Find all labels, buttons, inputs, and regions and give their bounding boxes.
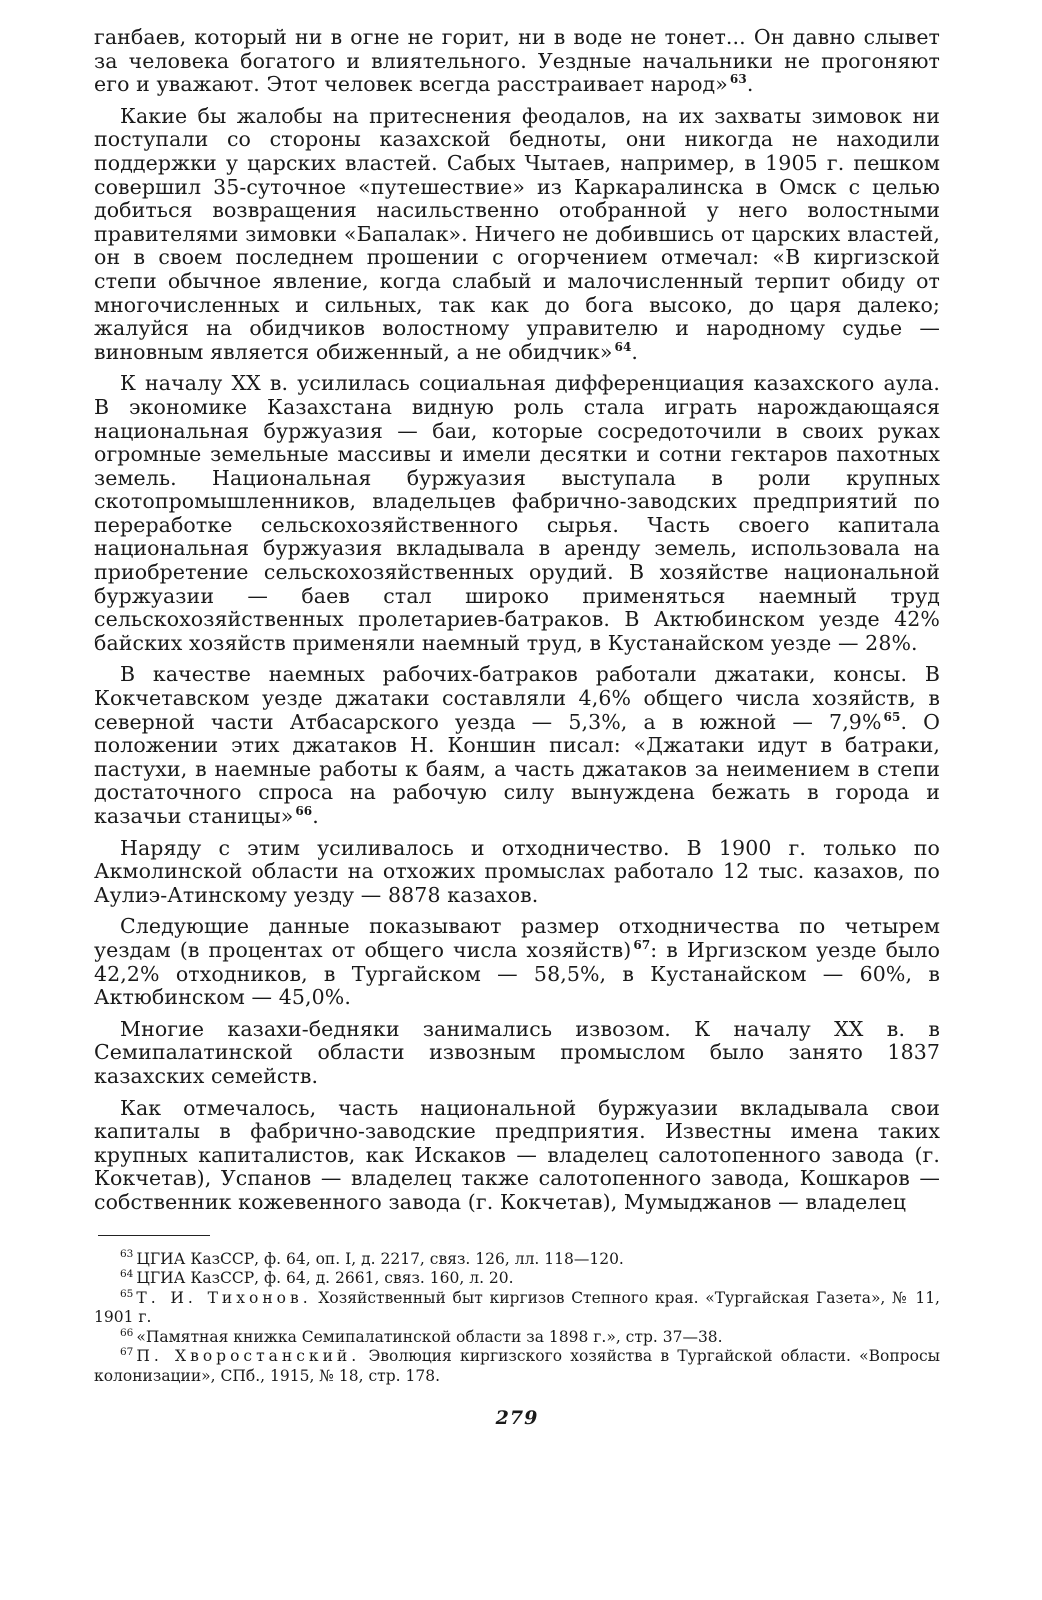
footnote-66 [94,1328,940,1348]
footnote-number: 64 [120,1267,134,1280]
footnote-ref-64[interactable]: 64 [614,339,632,354]
footnote-67 [94,1347,940,1386]
footnote-text: Хозяйственный быт киргизов Степного края. «Тургайская Газета», № 11, 1901 г. [94,1288,940,1327]
footnote-64 [94,1269,940,1289]
paragraph-6-text: Следующие данные показывают размер отходничества по четырем уездам (в процентах от общего числа хозяйств) [94,914,940,962]
paragraph-5 [94,837,940,908]
paragraph-4: В качестве наемных рабочих-батраков работали джатаки, консы. В Кокчетавском уезде джатаки составляли 4,6% общего числа хозяйств, в северной части Атбасарского уезда — 5,3%, а в южной — 7,9% $^{65}$. О положении этих джатаков Н. Коншин писал: «Джатаки идут в батраки, пастухи, в наемные работы к баям, а часть джатаков за неимением в степи достаточного спроса на рабочую силу вынуждена бежать в города и казачьи станицы» $^{66}$. [94,662,940,828]
footnote-author: П. Хворостанский. [136,1347,361,1366]
paragraph-3 [94,372,940,655]
paragraph-8-text: Как отмечалось, часть национальной буржуазии вкладывала свои капиталы в фабрично-заводские предприятия. Известны имена таких крупных капиталистов, как Искаков — владелец салотопенного завода (г. Кокчетав), Успанов — владелец также салотопенного завода, Кошкаров — собственник кожевенного завода (г. Кокчетав), Мумыджанов — владелец [94,1095,940,1214]
paragraph-1: ганбаев, который ни в огне не горит, ни в воде не тонет... Он давно слывет за человека богатого и влиятельного. Уездные начальники не прогоняют его и уважают. Этот человек всегда расстраивает народ» $^{63}$. [94,25,940,97]
paragraph-4-tail: . О положении этих джатаков Н. Коншин писал: «Джатаки идут в батраки, пастухи, в наемные работы к баям, а часть джатаков за неимением в степи достаточного спроса на рабочую силу вынуждена бежать в города и казачьи станицы» [94,709,940,828]
footnotes [94,1250,940,1387]
footnote-text: «Памятная книжка Семипалатинской области за 1898 г.», стр. 37—38. [136,1327,723,1346]
paragraph-6 [94,915,940,1009]
paragraph-4-text: В качестве наемных рабочих-батраков работали джатаки, консы. В Кокчетавском уезде джатаки составляли 4,6% общего числа хозяйств, в северной части Атбасарского уезда — 5,3%, а в южной — 7,9% [94,662,940,734]
footnote-text: Эволюция киргизского хозяйства в Тургайской области. «Вопросы колонизации», СПб., 1915, № 18, стр. 178. [94,1347,940,1386]
footnote-65 [94,1289,940,1328]
footnote-63 [94,1250,940,1270]
footnote-author: Т. И. Тихонов. [136,1288,312,1307]
footnote-number: 63 [120,1248,134,1261]
page-body [94,26,940,1429]
paragraph-2: Какие бы жалобы на притеснения феодалов, на их захваты зимовок ни поступали со стороны казахской бедноты, они никогда не находили поддержки у царских властей. Сабых Чытаев, например, в 1905 г. пешком совершил 35-суточное «путешествие» из Каркаралинска в Омск с целью добиться возвращения насильственно отобранной у него волостными правителями зимовки «Бапалак». Ничего не добившись от царских властей, он в своем последнем прошении с огорчением отмечал: «В киргизской степи обычное явление, когда слабый и малочисленный терпит обиду от многочисленных и сильных, так как до бога высоко, до царя далеко; жалуйся на обидчиков волостному управителю и народному судье — виновным является обиженный, а не обидчик» $^{64}$. [94,103,940,364]
footnote-number: 65 [120,1287,134,1300]
paragraph-7 [94,1018,940,1089]
footnote-divider [98,1235,210,1236]
paragraph-1-text: ганбаев, который ни в огне не горит, ни в воде не тонет... Он давно слывет за человека богатого и влиятельного. Уездные начальники не прогоняют его и уважают. Этот человек всегда расстраивает народ» [94,25,940,97]
paragraph-6-tail: : в Иргизском уезде было 42,2% отходников, в Тургайском — 58,5%, в Кустанайском — 60%, в Актюбинском — 45,0%. [94,937,941,1010]
footnote-text: ЦГИА КазССР, ф. 64, д. 2661, связ. 160, л. 20. [136,1269,514,1288]
footnote-text: ЦГИА КазССР, ф. 64, оп. I, д. 2217, связ. 126, лл. 118—120. [136,1249,624,1268]
paragraph-5-text: Наряду с этим усиливалось и отходничество. В 1900 г. только по Акмолинской области на отхожих промыслах работало 12 тыс. казахов, по Аулиэ-Атинскому уезду — 8878 казахов. [94,835,940,907]
paragraph-2-text: Какие бы жалобы на притеснения феодалов, на их захваты зимовок ни поступали со стороны казахской бедноты, они никогда не находили поддержки у царских властей. Сабых Чытаев, например, в 1905 г. пешком совершил 35-суточное «путешествие» из Каркаралинска в Омск с целью добиться возвращения насильственно отобранной у него волостными правителями зимовки «Бапалак». Ничего не добившись от царских властей, он в своем последнем прошении с огорчением отмечал: «В киргизской степи обычное явление, когда слабый и малочисленный терпит обиду от многочисленных и сильных, так как до бога высоко, до царя далеко; жалуйся на обидчиков волостному управителю и народному судье — виновным является обиженный, а не обидчик» [94,103,940,364]
paragraph-7-text: Многие казахи-бедняки занимались извозом. К началу XX в. в Семипалатинской области извозным промыслом было занято 1837 казахских семейств. [94,1016,940,1088]
paragraph-3-text: К началу XX в. усилилась социальная дифференциация казахского аула. В экономике Казахстана видную роль стала играть нарождающаяся национальная буржуазия — баи, которые сосредоточили в своих руках огромные земельные массивы и имели десятки и сотни гектаров пахотных земель. Национальная буржуазия выступала в роли крупных скотопромышленников, владельцев фабрично-заводских предприятий по переработке сельскохозяйственного сырья. Часть своего капитала национальная буржуазия вкладывала в аренду земель, использовала на приобретение сельскохозяйственных орудий. В хозяйстве национальной буржуазии — баев стал широко применяться наемный труд сельскохозяйственных пролетариев-батраков. В Актюбинском уезде 42% байских хозяйств применяли наемный труд, в Кустанайском уезде — 28%. [94,371,940,655]
footnote-number: 67 [120,1346,134,1359]
footnote-number: 66 [120,1326,134,1339]
footnote-ref-67[interactable]: 67 [633,938,651,953]
footnote-ref-65[interactable]: 65 [883,709,901,724]
page-number: 279 [495,1406,539,1429]
footnote-ref-66[interactable]: 66 [295,804,313,819]
paragraph-8 [94,1097,940,1215]
footnote-ref-63[interactable]: 63 [729,72,747,87]
